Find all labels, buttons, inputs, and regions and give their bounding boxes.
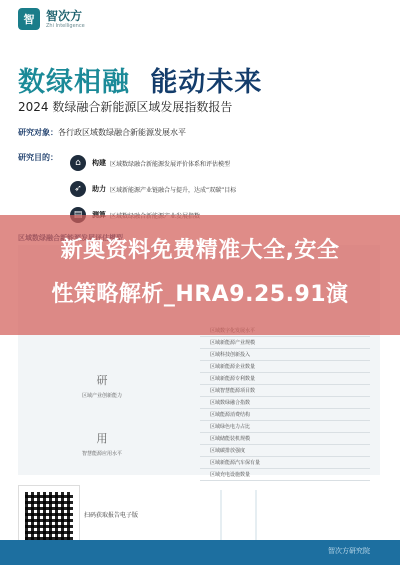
purpose-item (70, 150, 236, 176)
research-object-label: 研究对象： (18, 128, 58, 137)
research-object-value: 各行政区域数绿融合新能源发展水平 (58, 128, 186, 137)
metric-item: 区域科技创新投入 (200, 349, 370, 361)
header (0, 0, 400, 40)
purpose-item-title: 助力 (92, 185, 106, 193)
metric-item: 区域智慧能源项目数 (200, 385, 370, 397)
metric-item: 区域绿色电力占比 (200, 421, 370, 433)
metric-item: 区域碳排放强度 (200, 445, 370, 457)
building-icon: ⌂ (70, 155, 86, 171)
footer-text: 智次方研究院 (328, 547, 370, 555)
research-object-row (18, 127, 186, 138)
slogan-part-2: 能动未来 (150, 67, 263, 98)
wind-turbine-decoration (255, 490, 257, 540)
banner-line-2: 性策略解析_HRA9.25.91演 (51, 282, 349, 307)
logo-subtitle: Zhi Intelligence (46, 22, 85, 29)
research-purpose-row (18, 152, 58, 163)
logo-name: 智次方 (46, 8, 83, 23)
banner-line-1: 新奥资料免费精准大全,安全 (60, 238, 340, 263)
slogan (18, 60, 262, 99)
qr-label: 扫码获取报告电子版 (84, 512, 139, 519)
wind-turbine-decoration (220, 490, 222, 545)
section-text: 智慧能源应用水平 (81, 451, 122, 457)
metric-list (200, 325, 370, 481)
qr-code-pattern (25, 492, 73, 540)
section-glyph: 用 (96, 432, 108, 445)
rocket-icon: ➶ (70, 181, 86, 197)
section-glyph: 研 (96, 374, 108, 387)
section-text: 区域产业创新能力 (81, 393, 122, 399)
report-title: 2024 数绿融合新能源区域发展指数报告 (18, 100, 233, 114)
purpose-item-text: 区域数绿融合新能源发展评价体系和评估模型 (110, 160, 231, 168)
purpose-item (70, 176, 236, 202)
purpose-item-title: 构建 (92, 159, 106, 167)
metric-item: 区域新能源产业规模 (200, 337, 370, 349)
logo-icon: 智 (18, 8, 40, 30)
overlay-banner[interactable] (0, 215, 400, 335)
metric-item: 区域储能装机规模 (200, 433, 370, 445)
metric-item: 区域数绿融合指数 (200, 397, 370, 409)
research-purpose-label: 研究目的： (18, 153, 58, 162)
qr-code[interactable] (18, 485, 80, 547)
metric-item: 区域充电设施数量 (200, 469, 370, 481)
metric-item: 区域新能源汽车保有量 (200, 457, 370, 469)
purpose-item-text: 区域新能源产业链融合与提升，达成“双碳”目标 (110, 186, 237, 194)
left-section-use (22, 430, 182, 457)
metric-item: 区域新能源专利数量 (200, 373, 370, 385)
left-section-research (22, 372, 182, 399)
logo[interactable] (18, 8, 85, 30)
metric-item: 区域能源消费结构 (200, 409, 370, 421)
slogan-part-1: 数绿相融 (18, 67, 130, 98)
metric-item: 区域新能源企业数量 (200, 361, 370, 373)
